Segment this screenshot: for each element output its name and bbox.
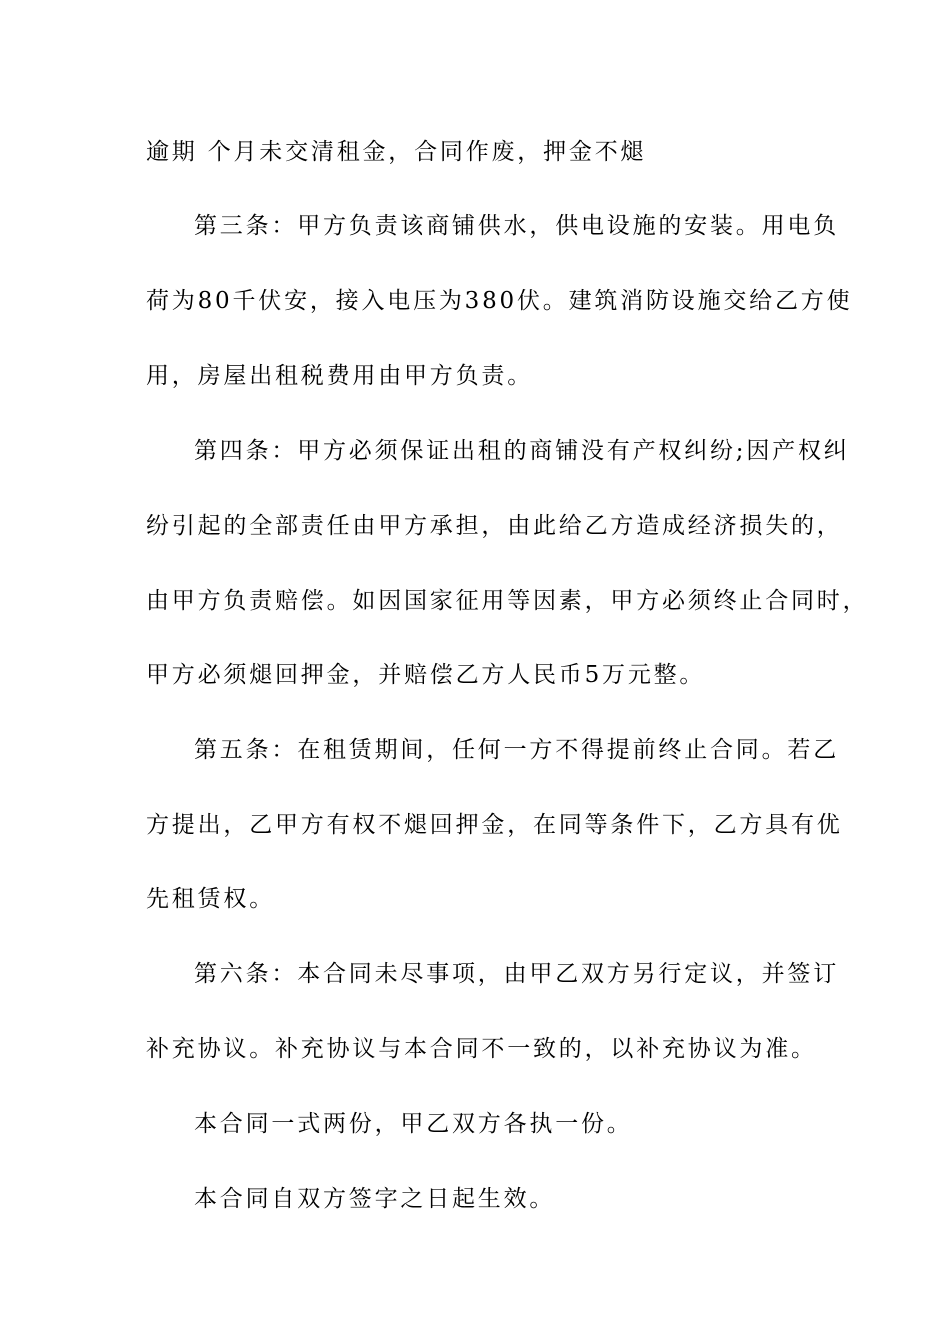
- text-line: 补充协议。补充协议与本合同不一致的，以补充协议为准。: [146, 1036, 817, 1062]
- text-line: 逾期 个月未交清租金，合同作废，押金不煺: [146, 139, 647, 165]
- effective-clause-line: 本合同自双方签字之日起生效。: [194, 1186, 556, 1212]
- text-line: 先租赁权。: [146, 886, 275, 912]
- text-line: 由甲方负责赔偿。如因国家征用等因素，甲方必须终止合同时，: [146, 588, 869, 614]
- article-5-line: 第五条：在租赁期间，任何一方不得提前终止合同。若乙: [194, 737, 839, 763]
- article-6-line: 第六条：本合同未尽事项，由甲乙双方另行定议，并签订: [194, 961, 839, 987]
- text-line: 荷为80千伏安，接入电压为380伏。建筑消防设施交给乙方使: [146, 288, 853, 314]
- article-3-line: 第三条：甲方负责该商铺供水，供电设施的安装。用电负: [194, 213, 839, 239]
- article-4-line: 第四条：甲方必须保证出租的商铺没有产权纠纷;因产权纠: [194, 438, 850, 464]
- text-line: 方提出，乙甲方有权不煺回押金，在同等条件下，乙方具有优: [146, 812, 843, 838]
- text-line: 用，房屋出租税费用由甲方负责。: [146, 363, 533, 389]
- text-line: 纷引起的全部责任由甲方承担，由此给乙方造成经济损失的，: [146, 513, 843, 539]
- copies-clause-line: 本合同一式两份，甲乙双方各执一份。: [194, 1111, 633, 1137]
- text-line: 甲方必须煺回押金，并赔偿乙方人民币5万元整。: [146, 662, 706, 688]
